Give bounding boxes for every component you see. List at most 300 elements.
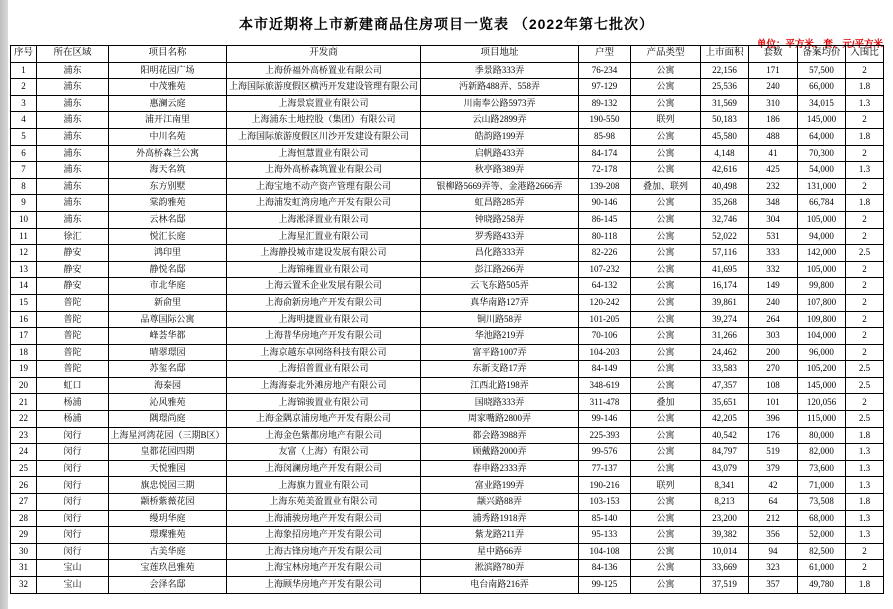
cell-r4-c10: 2 bbox=[846, 112, 884, 129]
cell-r13-c1: 静安 bbox=[37, 261, 109, 278]
cell-r3-c6: 公寓 bbox=[631, 95, 701, 112]
cell-r30-c1: 闵行 bbox=[37, 543, 109, 560]
cell-r26-c10: 1.3 bbox=[846, 477, 884, 494]
cell-r11-c10: 2 bbox=[846, 228, 884, 245]
cell-r30-c9: 82,500 bbox=[798, 543, 846, 560]
cell-r28-c8: 212 bbox=[749, 510, 798, 527]
cell-r23-c3: 上海金色紫都房地产有限公司 bbox=[227, 427, 421, 444]
cell-r15-c8: 240 bbox=[749, 294, 798, 311]
cell-r29-c5: 95-133 bbox=[579, 527, 631, 544]
cell-r10-c5: 86-145 bbox=[579, 211, 631, 228]
cell-r9-c6: 公寓 bbox=[631, 195, 701, 212]
cell-r6-c9: 70,300 bbox=[798, 145, 846, 162]
cell-r29-c7: 39,382 bbox=[701, 527, 749, 544]
cell-r15-c1: 普陀 bbox=[37, 294, 109, 311]
cell-r16-c10: 2 bbox=[846, 311, 884, 328]
cell-r12-c7: 57,116 bbox=[701, 245, 749, 262]
cell-r5-c2: 中川名苑 bbox=[109, 128, 227, 145]
cell-r26-c9: 71,000 bbox=[798, 477, 846, 494]
table-row bbox=[11, 543, 884, 560]
cell-r28-c3: 上海浦骏房地产开发有限公司 bbox=[227, 510, 421, 527]
cell-r2-c6: 公寓 bbox=[631, 79, 701, 96]
cell-r24-c7: 84,797 bbox=[701, 444, 749, 461]
column-header-3: 开发商 bbox=[227, 46, 421, 63]
cell-r18-c2: 晴翠璟园 bbox=[109, 344, 227, 361]
cell-r17-c2: 峰荟华都 bbox=[109, 328, 227, 345]
cell-r9-c3: 上海浦发虹湾房地产开发有限公司 bbox=[227, 195, 421, 212]
cell-r31-c9: 61,000 bbox=[798, 560, 846, 577]
column-header-1: 所在区域 bbox=[37, 46, 109, 63]
cell-r20-c7: 47,357 bbox=[701, 377, 749, 394]
cell-r16-c1: 普陀 bbox=[37, 311, 109, 328]
cell-r10-c9: 105,000 bbox=[798, 211, 846, 228]
cell-r7-c2: 海天名筑 bbox=[109, 162, 227, 179]
cell-r8-c10: 2 bbox=[846, 178, 884, 195]
cell-r7-c3: 上海外高桥森筑置业有限公司 bbox=[227, 162, 421, 179]
cell-r19-c7: 33,583 bbox=[701, 361, 749, 378]
cell-r14-c2: 市北华庭 bbox=[109, 278, 227, 295]
cell-r30-c0: 30 bbox=[11, 543, 37, 560]
cell-r23-c6: 公寓 bbox=[631, 427, 701, 444]
cell-r4-c2: 浦开江南里 bbox=[109, 112, 227, 129]
cell-r9-c8: 348 bbox=[749, 195, 798, 212]
cell-r8-c3: 上海宝地不动产资产管理有限公司 bbox=[227, 178, 421, 195]
table-row bbox=[11, 328, 884, 345]
cell-r9-c2: 棠韵雅苑 bbox=[109, 195, 227, 212]
cell-r4-c6: 联列 bbox=[631, 112, 701, 129]
table-row bbox=[11, 377, 884, 394]
cell-r22-c7: 42,205 bbox=[701, 411, 749, 428]
cell-r27-c10: 1.8 bbox=[846, 494, 884, 511]
column-header-9: 备案均价 bbox=[798, 46, 846, 63]
column-header-0: 序号 bbox=[11, 46, 37, 63]
cell-r8-c1: 浦东 bbox=[37, 178, 109, 195]
cell-r16-c6: 公寓 bbox=[631, 311, 701, 328]
table-row bbox=[11, 79, 884, 96]
cell-r4-c7: 50,183 bbox=[701, 112, 749, 129]
cell-r32-c9: 49,780 bbox=[798, 577, 846, 594]
cell-r24-c6: 公寓 bbox=[631, 444, 701, 461]
cell-r8-c6: 叠加、联列 bbox=[631, 178, 701, 195]
cell-r4-c5: 190-550 bbox=[579, 112, 631, 129]
cell-r32-c6: 公寓 bbox=[631, 577, 701, 594]
cell-r1-c9: 57,500 bbox=[798, 62, 846, 79]
cell-r18-c10: 2 bbox=[846, 344, 884, 361]
cell-r27-c6: 公寓 bbox=[631, 494, 701, 511]
table-row bbox=[11, 560, 884, 577]
cell-r24-c3: 友富（上海）有限公司 bbox=[227, 444, 421, 461]
cell-r9-c9: 66,784 bbox=[798, 195, 846, 212]
cell-r21-c5: 311-478 bbox=[579, 394, 631, 411]
cell-r6-c4: 启帆路433弄 bbox=[421, 145, 579, 162]
cell-r1-c6: 公寓 bbox=[631, 62, 701, 79]
cell-r14-c3: 上海云置禾企业发展有限公司 bbox=[227, 278, 421, 295]
cell-r30-c10: 2 bbox=[846, 543, 884, 560]
cell-r8-c2: 东方别墅 bbox=[109, 178, 227, 195]
cell-r16-c3: 上海明捷置业有限公司 bbox=[227, 311, 421, 328]
cell-r8-c5: 139-208 bbox=[579, 178, 631, 195]
cell-r9-c10: 1.8 bbox=[846, 195, 884, 212]
cell-r24-c0: 24 bbox=[11, 444, 37, 461]
cell-r1-c7: 22,156 bbox=[701, 62, 749, 79]
cell-r28-c4: 浦秀路1918弄 bbox=[421, 510, 579, 527]
cell-r16-c8: 264 bbox=[749, 311, 798, 328]
cell-r19-c10: 2.5 bbox=[846, 361, 884, 378]
cell-r32-c4: 电台南路216弄 bbox=[421, 577, 579, 594]
cell-r31-c1: 宝山 bbox=[37, 560, 109, 577]
cell-r28-c7: 23,200 bbox=[701, 510, 749, 527]
cell-r24-c5: 99-576 bbox=[579, 444, 631, 461]
cell-r7-c6: 公寓 bbox=[631, 162, 701, 179]
cell-r24-c2: 皇都花园四期 bbox=[109, 444, 227, 461]
table-row bbox=[11, 311, 884, 328]
cell-r14-c8: 149 bbox=[749, 278, 798, 295]
cell-r20-c2: 海泰园 bbox=[109, 377, 227, 394]
cell-r13-c0: 13 bbox=[11, 261, 37, 278]
cell-r14-c5: 64-132 bbox=[579, 278, 631, 295]
cell-r20-c1: 虹口 bbox=[37, 377, 109, 394]
cell-r5-c8: 488 bbox=[749, 128, 798, 145]
cell-r22-c3: 上海金隅京浦房地产开发有限公司 bbox=[227, 411, 421, 428]
cell-r6-c8: 41 bbox=[749, 145, 798, 162]
cell-r29-c0: 29 bbox=[11, 527, 37, 544]
cell-r2-c1: 浦东 bbox=[37, 79, 109, 96]
cell-r17-c10: 2 bbox=[846, 328, 884, 345]
cell-r5-c10: 1.8 bbox=[846, 128, 884, 145]
cell-r27-c0: 27 bbox=[11, 494, 37, 511]
cell-r16-c2: 品尊国际公寓 bbox=[109, 311, 227, 328]
table-row bbox=[11, 494, 884, 511]
cell-r15-c3: 上海俞新房地产开发有限公司 bbox=[227, 294, 421, 311]
cell-r13-c6: 公寓 bbox=[631, 261, 701, 278]
cell-r11-c7: 52,022 bbox=[701, 228, 749, 245]
cell-r12-c5: 82-226 bbox=[579, 245, 631, 262]
cell-r29-c2: 璟璨雅苑 bbox=[109, 527, 227, 544]
cell-r6-c1: 浦东 bbox=[37, 145, 109, 162]
cell-r21-c7: 35,651 bbox=[701, 394, 749, 411]
table-row bbox=[11, 112, 884, 129]
cell-r20-c0: 20 bbox=[11, 377, 37, 394]
cell-r7-c1: 浦东 bbox=[37, 162, 109, 179]
cell-r32-c7: 37,519 bbox=[701, 577, 749, 594]
cell-r15-c5: 120-242 bbox=[579, 294, 631, 311]
cell-r15-c2: 新俞里 bbox=[109, 294, 227, 311]
cell-r27-c7: 8,213 bbox=[701, 494, 749, 511]
cell-r31-c0: 31 bbox=[11, 560, 37, 577]
cell-r32-c3: 上海顾华房地产开发有限公司 bbox=[227, 577, 421, 594]
cell-r11-c2: 悦汇长庭 bbox=[109, 228, 227, 245]
cell-r25-c1: 闵行 bbox=[37, 460, 109, 477]
cell-r15-c0: 15 bbox=[11, 294, 37, 311]
cell-r6-c6: 公寓 bbox=[631, 145, 701, 162]
cell-r2-c10: 1.8 bbox=[846, 79, 884, 96]
cell-r6-c7: 4,148 bbox=[701, 145, 749, 162]
cell-r31-c4: 淞滨路780弄 bbox=[421, 560, 579, 577]
cell-r26-c4: 富业路199弄 bbox=[421, 477, 579, 494]
cell-r7-c4: 秋亭路389弄 bbox=[421, 162, 579, 179]
cell-r24-c4: 顾戴路2000弄 bbox=[421, 444, 579, 461]
cell-r21-c1: 杨浦 bbox=[37, 394, 109, 411]
cell-r26-c5: 190-216 bbox=[579, 477, 631, 494]
table-row bbox=[11, 344, 884, 361]
table-row bbox=[11, 261, 884, 278]
cell-r20-c6: 公寓 bbox=[631, 377, 701, 394]
cell-r15-c4: 真华南路127弄 bbox=[421, 294, 579, 311]
cell-r2-c4: 沔新路488弄、558弄 bbox=[421, 79, 579, 96]
cell-r6-c10: 2 bbox=[846, 145, 884, 162]
cell-r4-c9: 145,000 bbox=[798, 112, 846, 129]
cell-r17-c7: 31,266 bbox=[701, 328, 749, 345]
cell-r9-c0: 9 bbox=[11, 195, 37, 212]
cell-r23-c5: 225-393 bbox=[579, 427, 631, 444]
cell-r24-c10: 1.3 bbox=[846, 444, 884, 461]
table-row bbox=[11, 361, 884, 378]
cell-r14-c1: 静安 bbox=[37, 278, 109, 295]
cell-r16-c4: 铜川路58弄 bbox=[421, 311, 579, 328]
cell-r25-c8: 379 bbox=[749, 460, 798, 477]
cell-r25-c4: 春申路2333弄 bbox=[421, 460, 579, 477]
cell-r27-c3: 上海东苑美盈置业有限公司 bbox=[227, 494, 421, 511]
cell-r11-c6: 公寓 bbox=[631, 228, 701, 245]
cell-r1-c4: 季景路333弄 bbox=[421, 62, 579, 79]
scan-left-edge bbox=[0, 0, 8, 609]
cell-r18-c6: 公寓 bbox=[631, 344, 701, 361]
cell-r31-c5: 84-136 bbox=[579, 560, 631, 577]
table-row bbox=[11, 178, 884, 195]
cell-r7-c7: 42,616 bbox=[701, 162, 749, 179]
cell-r20-c9: 145,000 bbox=[798, 377, 846, 394]
cell-r12-c8: 333 bbox=[749, 245, 798, 262]
cell-r30-c6: 公寓 bbox=[631, 543, 701, 560]
cell-r2-c2: 中茂雅苑 bbox=[109, 79, 227, 96]
cell-r17-c3: 上海普华房地产开发有限公司 bbox=[227, 328, 421, 345]
cell-r22-c1: 杨浦 bbox=[37, 411, 109, 428]
page-title: 本市近期将上市新建商品住房项目一览表 （2022年第七批次） bbox=[238, 16, 655, 32]
cell-r1-c10: 2 bbox=[846, 62, 884, 79]
cell-r22-c2: 隅璟尚庭 bbox=[109, 411, 227, 428]
table-row bbox=[11, 444, 884, 461]
cell-r32-c5: 99-125 bbox=[579, 577, 631, 594]
cell-r20-c4: 江西北路198弄 bbox=[421, 377, 579, 394]
cell-r17-c1: 普陀 bbox=[37, 328, 109, 345]
cell-r14-c0: 14 bbox=[11, 278, 37, 295]
column-header-7: 上市面积 bbox=[701, 46, 749, 63]
cell-r27-c9: 73,508 bbox=[798, 494, 846, 511]
cell-r2-c8: 240 bbox=[749, 79, 798, 96]
cell-r4-c4: 云山路2899弄 bbox=[421, 112, 579, 129]
cell-r20-c5: 348-619 bbox=[579, 377, 631, 394]
cell-r16-c5: 101-205 bbox=[579, 311, 631, 328]
cell-r1-c3: 上海侨福外高桥置业有限公司 bbox=[227, 62, 421, 79]
cell-r26-c2: 旗忠悦园三期 bbox=[109, 477, 227, 494]
cell-r3-c9: 34,015 bbox=[798, 95, 846, 112]
cell-r3-c8: 310 bbox=[749, 95, 798, 112]
cell-r18-c4: 富平路1007弄 bbox=[421, 344, 579, 361]
cell-r16-c0: 16 bbox=[11, 311, 37, 328]
cell-r16-c9: 109,800 bbox=[798, 311, 846, 328]
cell-r31-c2: 宝莲玖邑雅苑 bbox=[109, 560, 227, 577]
cell-r3-c10: 1.3 bbox=[846, 95, 884, 112]
table-row bbox=[11, 211, 884, 228]
cell-r27-c1: 闵行 bbox=[37, 494, 109, 511]
cell-r23-c8: 176 bbox=[749, 427, 798, 444]
cell-r5-c5: 85-98 bbox=[579, 128, 631, 145]
cell-r9-c7: 35,268 bbox=[701, 195, 749, 212]
cell-r21-c9: 120,056 bbox=[798, 394, 846, 411]
cell-r28-c10: 1.3 bbox=[846, 510, 884, 527]
cell-r28-c9: 68,000 bbox=[798, 510, 846, 527]
cell-r5-c1: 浦东 bbox=[37, 128, 109, 145]
cell-r21-c10: 2 bbox=[846, 394, 884, 411]
cell-r4-c8: 186 bbox=[749, 112, 798, 129]
cell-r14-c10: 2 bbox=[846, 278, 884, 295]
table-row bbox=[11, 195, 884, 212]
cell-r2-c0: 2 bbox=[11, 79, 37, 96]
cell-r20-c8: 108 bbox=[749, 377, 798, 394]
cell-r9-c5: 90-146 bbox=[579, 195, 631, 212]
cell-r14-c4: 云飞东路505弄 bbox=[421, 278, 579, 295]
cell-r27-c2: 颛桥紫薇花园 bbox=[109, 494, 227, 511]
cell-r13-c2: 静悦名邸 bbox=[109, 261, 227, 278]
cell-r10-c7: 32,746 bbox=[701, 211, 749, 228]
cell-r7-c10: 1.3 bbox=[846, 162, 884, 179]
column-header-6: 产品类型 bbox=[631, 46, 701, 63]
cell-r14-c7: 16,174 bbox=[701, 278, 749, 295]
cell-r12-c10: 2.5 bbox=[846, 245, 884, 262]
table-row bbox=[11, 245, 884, 262]
table-row bbox=[11, 510, 884, 527]
cell-r30-c3: 上海古锋房地产开发有限公司 bbox=[227, 543, 421, 560]
cell-r28-c0: 28 bbox=[11, 510, 37, 527]
column-header-4: 项目地址 bbox=[421, 46, 579, 63]
table-row bbox=[11, 95, 884, 112]
table-row bbox=[11, 577, 884, 594]
cell-r25-c7: 43,079 bbox=[701, 460, 749, 477]
cell-r7-c8: 425 bbox=[749, 162, 798, 179]
cell-r26-c0: 26 bbox=[11, 477, 37, 494]
cell-r10-c2: 云林名邸 bbox=[109, 211, 227, 228]
cell-r19-c3: 上海招普置业有限公司 bbox=[227, 361, 421, 378]
table-row bbox=[11, 62, 884, 79]
cell-r25-c5: 77-137 bbox=[579, 460, 631, 477]
cell-r12-c6: 公寓 bbox=[631, 245, 701, 262]
cell-r26-c1: 闵行 bbox=[37, 477, 109, 494]
cell-r15-c10: 2 bbox=[846, 294, 884, 311]
cell-r3-c2: 惠澜云庭 bbox=[109, 95, 227, 112]
cell-r6-c3: 上海恒慧置业有限公司 bbox=[227, 145, 421, 162]
cell-r8-c0: 8 bbox=[11, 178, 37, 195]
cell-r22-c5: 99-146 bbox=[579, 411, 631, 428]
cell-r14-c6: 公寓 bbox=[631, 278, 701, 295]
cell-r5-c0: 5 bbox=[11, 128, 37, 145]
cell-r25-c2: 天悦雅园 bbox=[109, 460, 227, 477]
cell-r29-c9: 52,000 bbox=[798, 527, 846, 544]
cell-r27-c8: 64 bbox=[749, 494, 798, 511]
cell-r25-c6: 公寓 bbox=[631, 460, 701, 477]
cell-r25-c0: 25 bbox=[11, 460, 37, 477]
cell-r19-c4: 东新支路17弄 bbox=[421, 361, 579, 378]
cell-r10-c4: 钟晓路258弄 bbox=[421, 211, 579, 228]
cell-r31-c6: 公寓 bbox=[631, 560, 701, 577]
table-header-row bbox=[11, 46, 884, 63]
cell-r25-c10: 1.3 bbox=[846, 460, 884, 477]
cell-r18-c8: 200 bbox=[749, 344, 798, 361]
cell-r17-c5: 70-106 bbox=[579, 328, 631, 345]
cell-r21-c6: 叠加 bbox=[631, 394, 701, 411]
cell-r6-c2: 外高桥森兰公寓 bbox=[109, 145, 227, 162]
cell-r29-c8: 356 bbox=[749, 527, 798, 544]
cell-r1-c2: 阳明花园广场 bbox=[109, 62, 227, 79]
cell-r15-c9: 107,800 bbox=[798, 294, 846, 311]
cell-r13-c7: 41,695 bbox=[701, 261, 749, 278]
cell-r32-c8: 357 bbox=[749, 577, 798, 594]
cell-r25-c9: 73,600 bbox=[798, 460, 846, 477]
cell-r21-c3: 上海锦骏置业有限公司 bbox=[227, 394, 421, 411]
cell-r19-c1: 普陀 bbox=[37, 361, 109, 378]
cell-r19-c0: 19 bbox=[11, 361, 37, 378]
cell-r10-c3: 上海淞泽置业有限公司 bbox=[227, 211, 421, 228]
cell-r26-c7: 8,341 bbox=[701, 477, 749, 494]
column-header-2: 项目名称 bbox=[109, 46, 227, 63]
cell-r13-c3: 上海锦雍置业有限公司 bbox=[227, 261, 421, 278]
cell-r21-c2: 沁风雅苑 bbox=[109, 394, 227, 411]
cell-r24-c8: 519 bbox=[749, 444, 798, 461]
cell-r15-c6: 公寓 bbox=[631, 294, 701, 311]
cell-r2-c3: 上海国际旅游度假区横沔开发建设管理有限公司 bbox=[227, 79, 421, 96]
cell-r14-c9: 99,800 bbox=[798, 278, 846, 295]
table-row bbox=[11, 427, 884, 444]
cell-r13-c8: 332 bbox=[749, 261, 798, 278]
cell-r19-c8: 270 bbox=[749, 361, 798, 378]
cell-r23-c4: 都会路3988弄 bbox=[421, 427, 579, 444]
cell-r29-c4: 紫龙路211弄 bbox=[421, 527, 579, 544]
cell-r8-c8: 232 bbox=[749, 178, 798, 195]
cell-r25-c3: 上海闵澜房地产开发有限公司 bbox=[227, 460, 421, 477]
cell-r10-c6: 公寓 bbox=[631, 211, 701, 228]
cell-r5-c9: 64,000 bbox=[798, 128, 846, 145]
cell-r11-c3: 上海星汇置业有限公司 bbox=[227, 228, 421, 245]
cell-r32-c0: 32 bbox=[11, 577, 37, 594]
cell-r17-c6: 公寓 bbox=[631, 328, 701, 345]
cell-r18-c5: 104-203 bbox=[579, 344, 631, 361]
cell-r13-c4: 彭江路266弄 bbox=[421, 261, 579, 278]
cell-r30-c4: 星中路66弄 bbox=[421, 543, 579, 560]
cell-r21-c8: 101 bbox=[749, 394, 798, 411]
cell-r10-c1: 浦东 bbox=[37, 211, 109, 228]
cell-r28-c2: 缦玥华庭 bbox=[109, 510, 227, 527]
cell-r13-c5: 107-232 bbox=[579, 261, 631, 278]
cell-r19-c5: 84-149 bbox=[579, 361, 631, 378]
cell-r22-c4: 周家嘴路2800弄 bbox=[421, 411, 579, 428]
cell-r18-c1: 普陀 bbox=[37, 344, 109, 361]
cell-r32-c1: 宝山 bbox=[37, 577, 109, 594]
cell-r1-c5: 76-234 bbox=[579, 62, 631, 79]
cell-r32-c2: 会泽名邸 bbox=[109, 577, 227, 594]
cell-r3-c3: 上海景宸置业有限公司 bbox=[227, 95, 421, 112]
cell-r10-c8: 304 bbox=[749, 211, 798, 228]
cell-r31-c8: 323 bbox=[749, 560, 798, 577]
cell-r4-c0: 4 bbox=[11, 112, 37, 129]
cell-r1-c8: 171 bbox=[749, 62, 798, 79]
cell-r2-c9: 66,000 bbox=[798, 79, 846, 96]
cell-r8-c7: 40,498 bbox=[701, 178, 749, 195]
cell-r24-c9: 82,000 bbox=[798, 444, 846, 461]
cell-r19-c9: 105,200 bbox=[798, 361, 846, 378]
cell-r22-c6: 公寓 bbox=[631, 411, 701, 428]
cell-r7-c5: 72-178 bbox=[579, 162, 631, 179]
cell-r18-c0: 18 bbox=[11, 344, 37, 361]
cell-r2-c5: 97-129 bbox=[579, 79, 631, 96]
